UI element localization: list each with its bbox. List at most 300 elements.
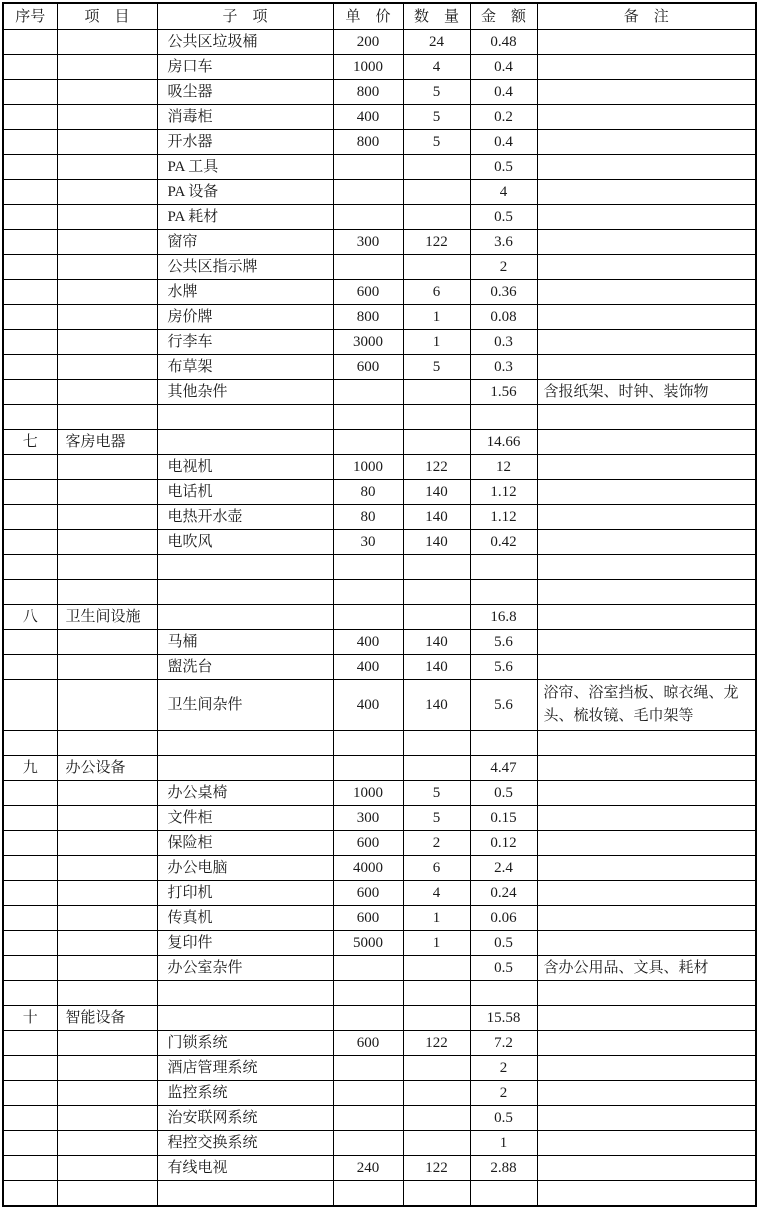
cell-qty: 1: [403, 330, 470, 355]
cell-seq: [3, 455, 57, 480]
cell-seq: [3, 1056, 57, 1081]
cell-qty: [403, 756, 470, 781]
cell-remark: [537, 1031, 756, 1056]
cell-amount: 0.3: [470, 330, 537, 355]
budget-table-body: [3, 30, 756, 1207]
cell-amount: [470, 555, 537, 580]
cell-qty: [403, 731, 470, 756]
cell-amount: 5.6: [470, 630, 537, 655]
cell-amount: 4.47: [470, 756, 537, 781]
cell-amount: [470, 580, 537, 605]
cell-price: 4000: [333, 856, 403, 881]
cell-amount: 0.5: [470, 205, 537, 230]
cell-seq: [3, 30, 57, 55]
cell-subitem: 办公桌椅: [157, 781, 333, 806]
cell-seq: [3, 931, 57, 956]
cell-qty: [403, 1106, 470, 1131]
cell-qty: 122: [403, 1031, 470, 1056]
cell-amount: 14.66: [470, 430, 537, 455]
table-row: [3, 605, 756, 630]
cell-price: 600: [333, 906, 403, 931]
cell-remark: [537, 230, 756, 255]
cell-price: 800: [333, 80, 403, 105]
cell-subitem: [157, 1181, 333, 1207]
table-row: [3, 180, 756, 205]
cell-qty: [403, 555, 470, 580]
table-row: [3, 856, 756, 881]
cell-project: [57, 731, 157, 756]
cell-qty: [403, 205, 470, 230]
cell-amount: 2: [470, 1081, 537, 1106]
table-row: [3, 580, 756, 605]
cell-subitem: [157, 405, 333, 430]
cell-seq: [3, 205, 57, 230]
cell-project: [57, 1131, 157, 1156]
cell-remark: 含报纸架、时钟、装饰物: [537, 380, 756, 405]
cell-subitem: [157, 430, 333, 455]
cell-remark: [537, 1006, 756, 1031]
cell-project: [57, 1156, 157, 1181]
cell-seq: [3, 480, 57, 505]
cell-project: [57, 1106, 157, 1131]
cell-seq: [3, 330, 57, 355]
cell-remark: [537, 155, 756, 180]
cell-qty: [403, 605, 470, 630]
cell-subitem: 办公电脑: [157, 856, 333, 881]
col-header-seq: 序号: [3, 3, 57, 30]
cell-subitem: PA 设备: [157, 180, 333, 205]
table-row: [3, 380, 756, 405]
table-row: [3, 255, 756, 280]
table-row: [3, 1006, 756, 1031]
cell-qty: 140: [403, 655, 470, 680]
cell-amount: 0.5: [470, 956, 537, 981]
cell-subitem: 行李车: [157, 330, 333, 355]
cell-price: 400: [333, 680, 403, 731]
cell-subitem: 门锁系统: [157, 1031, 333, 1056]
cell-remark: [537, 856, 756, 881]
cell-remark: [537, 130, 756, 155]
cell-qty: 122: [403, 455, 470, 480]
cell-price: 400: [333, 630, 403, 655]
cell-amount: 16.8: [470, 605, 537, 630]
cell-project: [57, 806, 157, 831]
cell-seq: [3, 630, 57, 655]
cell-subitem: 电吹风: [157, 530, 333, 555]
cell-remark: [537, 1056, 756, 1081]
cell-remark: [537, 1106, 756, 1131]
cell-amount: 0.24: [470, 881, 537, 906]
cell-amount: 0.5: [470, 1106, 537, 1131]
cell-price: 30: [333, 530, 403, 555]
cell-remark: [537, 280, 756, 305]
table-row: [3, 956, 756, 981]
cell-qty: [403, 255, 470, 280]
cell-seq: [3, 305, 57, 330]
cell-project: [57, 55, 157, 80]
cell-price: 240: [333, 1156, 403, 1181]
cell-amount: 0.4: [470, 130, 537, 155]
cell-seq: [3, 230, 57, 255]
cell-price: [333, 380, 403, 405]
cell-remark: [537, 630, 756, 655]
cell-subitem: 程控交换系统: [157, 1131, 333, 1156]
cell-seq: [3, 1181, 57, 1207]
cell-subitem: 房口车: [157, 55, 333, 80]
cell-amount: 0.12: [470, 831, 537, 856]
cell-price: [333, 1131, 403, 1156]
table-row: [3, 981, 756, 1006]
cell-remark: [537, 1181, 756, 1207]
cell-remark: [537, 355, 756, 380]
cell-seq: [3, 380, 57, 405]
cell-qty: 1: [403, 305, 470, 330]
cell-project: [57, 630, 157, 655]
cell-project: 智能设备: [57, 1006, 157, 1031]
table-row: [3, 906, 756, 931]
cell-amount: 0.4: [470, 55, 537, 80]
cell-project: [57, 831, 157, 856]
table-row: [3, 305, 756, 330]
table-row: [3, 731, 756, 756]
cell-qty: 5: [403, 130, 470, 155]
cell-seq: [3, 831, 57, 856]
cell-price: 800: [333, 305, 403, 330]
cell-remark: [537, 605, 756, 630]
cell-amount: 7.2: [470, 1031, 537, 1056]
cell-price: [333, 255, 403, 280]
table-row: [3, 80, 756, 105]
cell-qty: 6: [403, 280, 470, 305]
table-row: [3, 430, 756, 455]
cell-seq: [3, 806, 57, 831]
cell-subitem: 盥洗台: [157, 655, 333, 680]
cell-remark: [537, 881, 756, 906]
cell-project: [57, 981, 157, 1006]
cell-subitem: 吸尘器: [157, 80, 333, 105]
cell-subitem: 办公室杂件: [157, 956, 333, 981]
cell-amount: 0.5: [470, 931, 537, 956]
cell-remark: [537, 105, 756, 130]
cell-price: 200: [333, 30, 403, 55]
cell-seq: [3, 1131, 57, 1156]
cell-price: 1000: [333, 55, 403, 80]
cell-qty: [403, 1181, 470, 1207]
cell-subitem: 窗帘: [157, 230, 333, 255]
cell-price: [333, 1181, 403, 1207]
table-row: [3, 330, 756, 355]
cell-seq: [3, 680, 57, 731]
cell-price: [333, 180, 403, 205]
table-row: [3, 630, 756, 655]
cell-price: [333, 956, 403, 981]
cell-seq: [3, 580, 57, 605]
cell-amount: 1.12: [470, 505, 537, 530]
cell-subitem: 消毒柜: [157, 105, 333, 130]
cell-subitem: [157, 731, 333, 756]
cell-qty: 5: [403, 105, 470, 130]
col-header-price: 单 价: [333, 3, 403, 30]
cell-qty: [403, 380, 470, 405]
cell-amount: 5.6: [470, 680, 537, 731]
table-row: [3, 280, 756, 305]
cell-price: 600: [333, 881, 403, 906]
cell-remark: [537, 205, 756, 230]
cell-amount: 2: [470, 1056, 537, 1081]
cell-project: [57, 230, 157, 255]
cell-qty: [403, 1056, 470, 1081]
cell-seq: [3, 906, 57, 931]
cell-seq: [3, 881, 57, 906]
cell-amount: 15.58: [470, 1006, 537, 1031]
cell-qty: 1: [403, 906, 470, 931]
cell-price: 80: [333, 480, 403, 505]
cell-subitem: 房价牌: [157, 305, 333, 330]
table-row: [3, 355, 756, 380]
table-row: [3, 931, 756, 956]
cell-price: 1000: [333, 455, 403, 480]
cell-amount: 0.3: [470, 355, 537, 380]
cell-project: [57, 455, 157, 480]
cell-qty: 4: [403, 55, 470, 80]
cell-qty: 4: [403, 881, 470, 906]
cell-subitem: [157, 756, 333, 781]
table-row: [3, 455, 756, 480]
cell-amount: 3.6: [470, 230, 537, 255]
cell-amount: 2.88: [470, 1156, 537, 1181]
cell-subitem: PA 工具: [157, 155, 333, 180]
cell-price: [333, 1056, 403, 1081]
document-page: [0, 2, 759, 1176]
cell-seq: [3, 655, 57, 680]
cell-qty: 1: [403, 931, 470, 956]
table-row: [3, 480, 756, 505]
cell-price: 80: [333, 505, 403, 530]
cell-amount: 0.4: [470, 80, 537, 105]
cell-qty: 122: [403, 230, 470, 255]
cell-amount: [470, 731, 537, 756]
cell-amount: 5.6: [470, 655, 537, 680]
cell-seq: 九: [3, 756, 57, 781]
cell-seq: 八: [3, 605, 57, 630]
cell-project: [57, 30, 157, 55]
cell-qty: 5: [403, 806, 470, 831]
cell-seq: [3, 255, 57, 280]
cell-remark: [537, 80, 756, 105]
col-header-subitem: 子 项: [157, 3, 333, 30]
cell-remark: [537, 30, 756, 55]
table-row: [3, 1106, 756, 1131]
cell-amount: 0.48: [470, 30, 537, 55]
cell-price: [333, 605, 403, 630]
cell-subitem: 开水器: [157, 130, 333, 155]
table-row: [3, 655, 756, 680]
cell-qty: 122: [403, 1156, 470, 1181]
cell-remark: [537, 530, 756, 555]
cell-project: [57, 781, 157, 806]
cell-subitem: [157, 1006, 333, 1031]
cell-remark: [537, 305, 756, 330]
cell-project: [57, 881, 157, 906]
cell-subitem: 打印机: [157, 881, 333, 906]
cell-remark: [537, 931, 756, 956]
cell-price: 300: [333, 230, 403, 255]
cell-remark: 浴帘、浴室挡板、晾衣绳、龙头、梳妆镜、毛巾架等: [537, 680, 756, 731]
table-row: [3, 230, 756, 255]
cell-qty: 2: [403, 831, 470, 856]
table-row: [3, 130, 756, 155]
cell-price: 3000: [333, 330, 403, 355]
cell-remark: [537, 1156, 756, 1181]
col-header-amount: 金 额: [470, 3, 537, 30]
cell-project: [57, 255, 157, 280]
cell-project: [57, 580, 157, 605]
cell-remark: [537, 655, 756, 680]
cell-price: [333, 555, 403, 580]
cell-qty: [403, 430, 470, 455]
cell-seq: [3, 130, 57, 155]
cell-remark: [537, 405, 756, 430]
cell-qty: [403, 981, 470, 1006]
cell-remark: [537, 1131, 756, 1156]
cell-price: 400: [333, 105, 403, 130]
cell-seq: [3, 1106, 57, 1131]
cell-price: 1000: [333, 781, 403, 806]
cell-project: [57, 80, 157, 105]
cell-subitem: [157, 605, 333, 630]
table-row: [3, 1181, 756, 1207]
cell-price: [333, 405, 403, 430]
table-row: [3, 1031, 756, 1056]
cell-qty: [403, 180, 470, 205]
cell-qty: [403, 155, 470, 180]
cell-price: 600: [333, 1031, 403, 1056]
cell-seq: [3, 155, 57, 180]
table-row: [3, 155, 756, 180]
cell-amount: 1.12: [470, 480, 537, 505]
cell-price: [333, 155, 403, 180]
cell-seq: [3, 1081, 57, 1106]
cell-qty: 24: [403, 30, 470, 55]
cell-subitem: 其他杂件: [157, 380, 333, 405]
cell-amount: [470, 981, 537, 1006]
cell-amount: 0.5: [470, 781, 537, 806]
cell-qty: 140: [403, 680, 470, 731]
table-row: [3, 1156, 756, 1181]
cell-project: 客房电器: [57, 430, 157, 455]
cell-qty: 5: [403, 355, 470, 380]
cell-subitem: 复印件: [157, 931, 333, 956]
cell-amount: 0.42: [470, 530, 537, 555]
cell-amount: 0.2: [470, 105, 537, 130]
cell-subitem: 酒店管理系统: [157, 1056, 333, 1081]
cell-remark: [537, 1081, 756, 1106]
cell-seq: [3, 1156, 57, 1181]
cell-seq: [3, 781, 57, 806]
cell-qty: 140: [403, 630, 470, 655]
cell-subitem: [157, 555, 333, 580]
cell-amount: 0.08: [470, 305, 537, 330]
col-header-project: 项 目: [57, 3, 157, 30]
cell-qty: 5: [403, 781, 470, 806]
cell-subitem: 电视机: [157, 455, 333, 480]
cell-project: [57, 105, 157, 130]
cell-project: [57, 1031, 157, 1056]
cell-price: 600: [333, 831, 403, 856]
budget-table: [2, 2, 757, 1207]
cell-project: [57, 956, 157, 981]
cell-amount: [470, 405, 537, 430]
cell-project: [57, 480, 157, 505]
cell-seq: [3, 405, 57, 430]
header-row: [3, 3, 756, 30]
cell-price: [333, 1106, 403, 1131]
cell-amount: [470, 1181, 537, 1207]
cell-project: [57, 1081, 157, 1106]
cell-subitem: 有线电视: [157, 1156, 333, 1181]
cell-qty: 6: [403, 856, 470, 881]
cell-subitem: [157, 580, 333, 605]
cell-remark: [537, 580, 756, 605]
cell-project: [57, 856, 157, 881]
cell-price: [333, 756, 403, 781]
cell-amount: 1.56: [470, 380, 537, 405]
cell-subitem: [157, 981, 333, 1006]
cell-project: [57, 280, 157, 305]
cell-seq: [3, 981, 57, 1006]
cell-seq: [3, 731, 57, 756]
table-row: [3, 806, 756, 831]
cell-remark: [537, 981, 756, 1006]
cell-price: 5000: [333, 931, 403, 956]
cell-project: [57, 330, 157, 355]
table-row: [3, 1056, 756, 1081]
cell-subitem: 传真机: [157, 906, 333, 931]
table-row: [3, 505, 756, 530]
cell-project: [57, 655, 157, 680]
cell-seq: [3, 180, 57, 205]
cell-amount: 1: [470, 1131, 537, 1156]
cell-subitem: 治安联网系统: [157, 1106, 333, 1131]
cell-subitem: 文件柜: [157, 806, 333, 831]
cell-subitem: 水牌: [157, 280, 333, 305]
cell-amount: 0.15: [470, 806, 537, 831]
cell-remark: [537, 255, 756, 280]
cell-subitem: 电热开水壶: [157, 505, 333, 530]
cell-subitem: 马桶: [157, 630, 333, 655]
cell-project: [57, 530, 157, 555]
cell-amount: 4: [470, 180, 537, 205]
table-row: [3, 555, 756, 580]
cell-seq: [3, 280, 57, 305]
table-row: [3, 680, 756, 731]
cell-project: [57, 906, 157, 931]
cell-project: [57, 505, 157, 530]
cell-project: [57, 180, 157, 205]
cell-qty: [403, 956, 470, 981]
cell-remark: 含办公用品、文具、耗材: [537, 956, 756, 981]
cell-seq: [3, 55, 57, 80]
table-row: [3, 530, 756, 555]
cell-seq: [3, 530, 57, 555]
cell-project: 卫生间设施: [57, 605, 157, 630]
col-header-qty: 数 量: [403, 3, 470, 30]
cell-project: [57, 130, 157, 155]
cell-qty: [403, 1131, 470, 1156]
cell-subitem: 公共区垃圾桶: [157, 30, 333, 55]
cell-price: 300: [333, 806, 403, 831]
cell-remark: [537, 480, 756, 505]
